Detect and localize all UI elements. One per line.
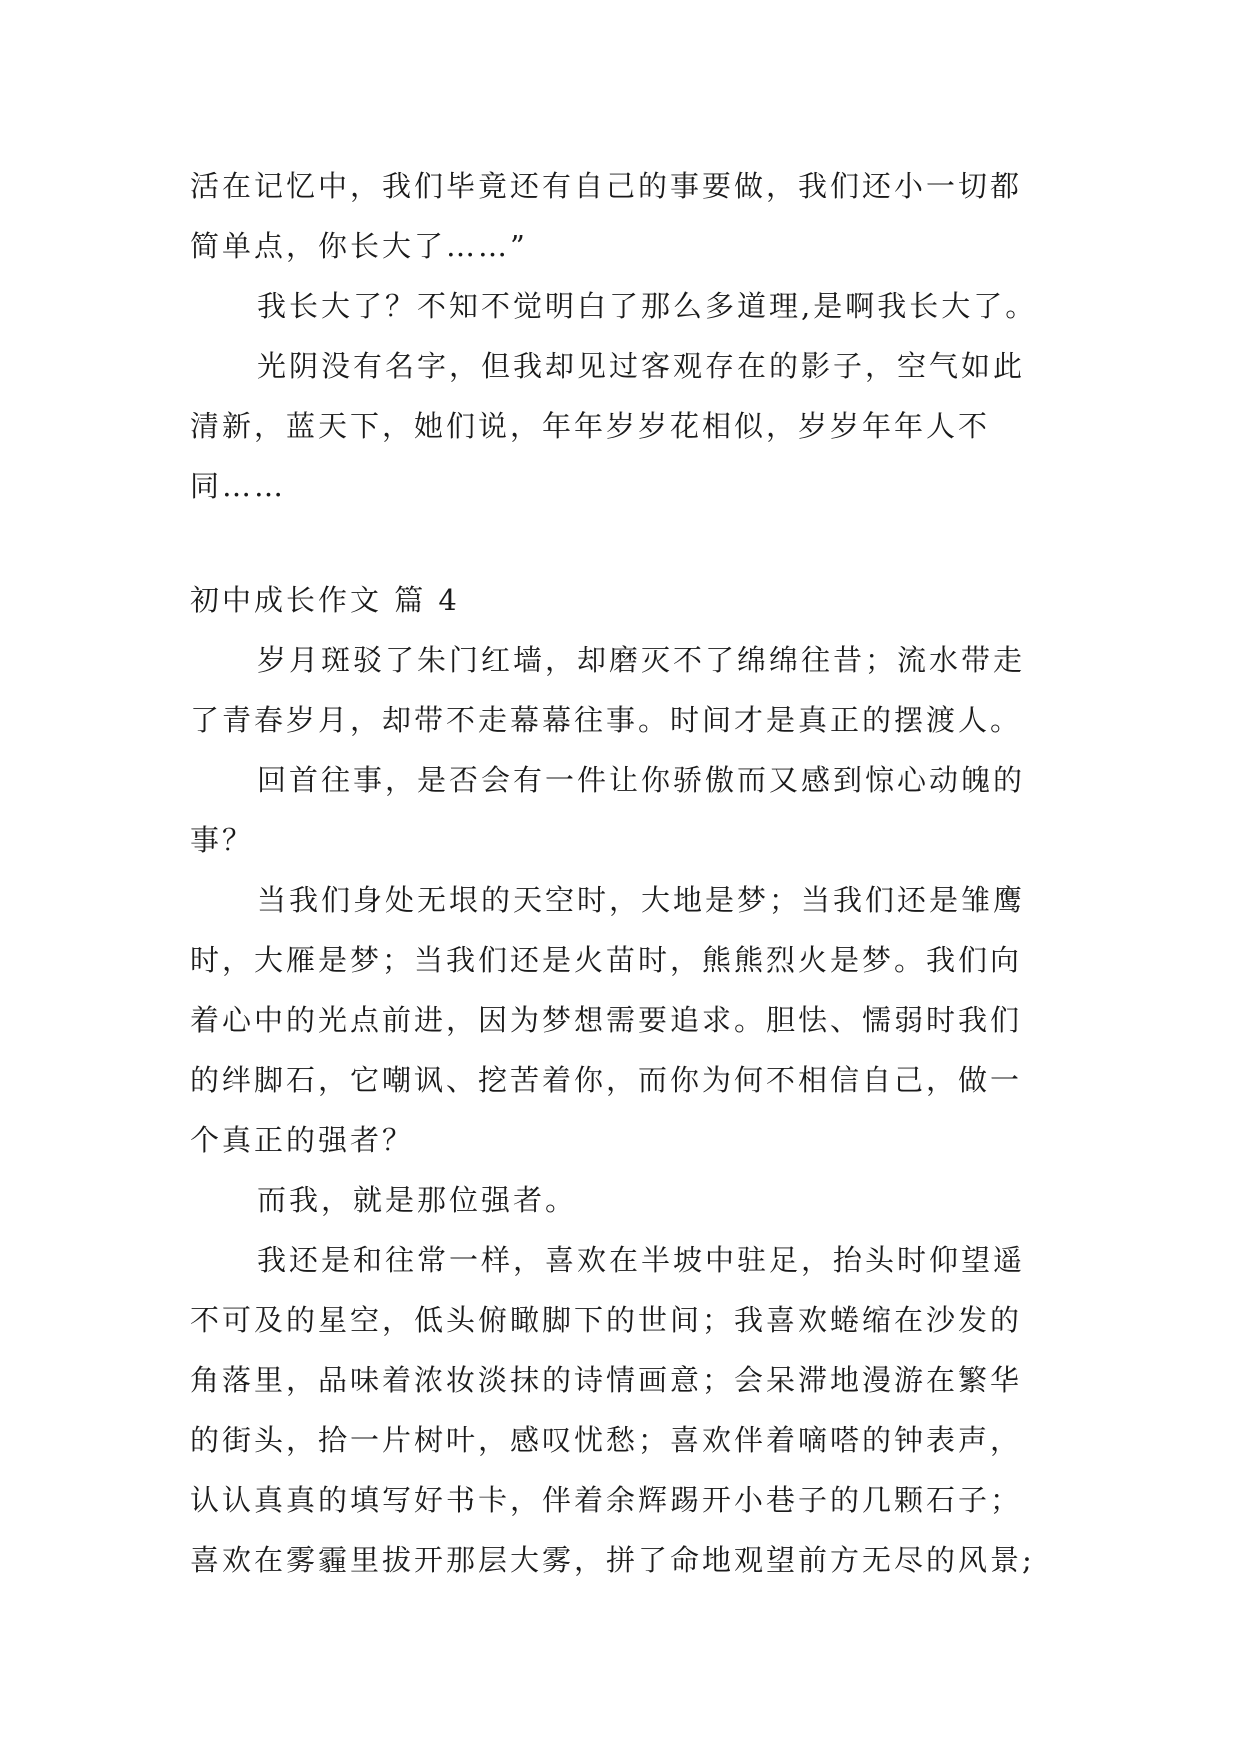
- text-line: 个真正的强者？: [190, 1123, 415, 1157]
- text-line: 喜欢在雾霾里拔开那层大雾，拼了命地观望前方无尽的风景;: [190, 1543, 1035, 1577]
- text-line: 同……: [190, 469, 287, 503]
- text-line: 角落里，品味着浓妆淡抹的诗情画意；会呆滞地漫游在繁华: [190, 1363, 1023, 1397]
- text-line: 清新，蓝天下，她们说，年年岁岁花相似，岁岁年年人不: [190, 409, 991, 443]
- text-line: 的绊脚石，它嘲讽、挖苦着你，而你为何不相信自己，做一: [190, 1063, 1023, 1097]
- text-line: 事？: [190, 823, 255, 857]
- text-line: 了青春岁月，却带不走幕幕往事。时间才是真正的摆渡人。: [190, 703, 1023, 737]
- text-line: 着心中的光点前进，因为梦想需要追求。胆怯、懦弱时我们: [190, 1003, 1023, 1037]
- text-line: 不可及的星空，低头俯瞰脚下的世间；我喜欢蜷缩在沙发的: [190, 1303, 1023, 1337]
- text-line: 时，大雁是梦；当我们还是火苗时，熊熊烈火是梦。我们向: [190, 943, 1023, 977]
- paragraph-start: 当我们身处无垠的天空时，大地是梦；当我们还是雏鹰: [257, 883, 1026, 917]
- paragraph-start: 光阴没有名字，但我却见过客观存在的影子，空气如此: [257, 349, 1026, 383]
- paragraph-start: 回首往事，是否会有一件让你骄傲而又感到惊心动魄的: [257, 763, 1026, 797]
- paragraph-start: 岁月斑驳了朱门红墙，却磨灭不了绵绵往昔；流水带走: [257, 643, 1026, 677]
- paragraph-start: 我长大了？不知不觉明白了那么多道理,是啊我长大了。: [257, 289, 1038, 323]
- paragraph-start: 我还是和往常一样，喜欢在半坡中驻足，抬头时仰望遥: [257, 1243, 1026, 1277]
- paragraph-start: 而我，就是那位强者。: [257, 1183, 578, 1217]
- text-line: 简单点，你长大了……”: [190, 229, 528, 263]
- text-line: 的街头，拾一片树叶，感叹忧愁；喜欢伴着嘀嗒的钟表声，: [190, 1423, 1023, 1457]
- section-title: 初中成长作文 篇 4: [190, 583, 460, 617]
- text-line: 活在记忆中，我们毕竟还有自己的事要做，我们还小一切都: [190, 169, 1023, 203]
- text-line: 认认真真的填写好书卡，伴着余辉踢开小巷子的几颗石子；: [190, 1483, 1023, 1517]
